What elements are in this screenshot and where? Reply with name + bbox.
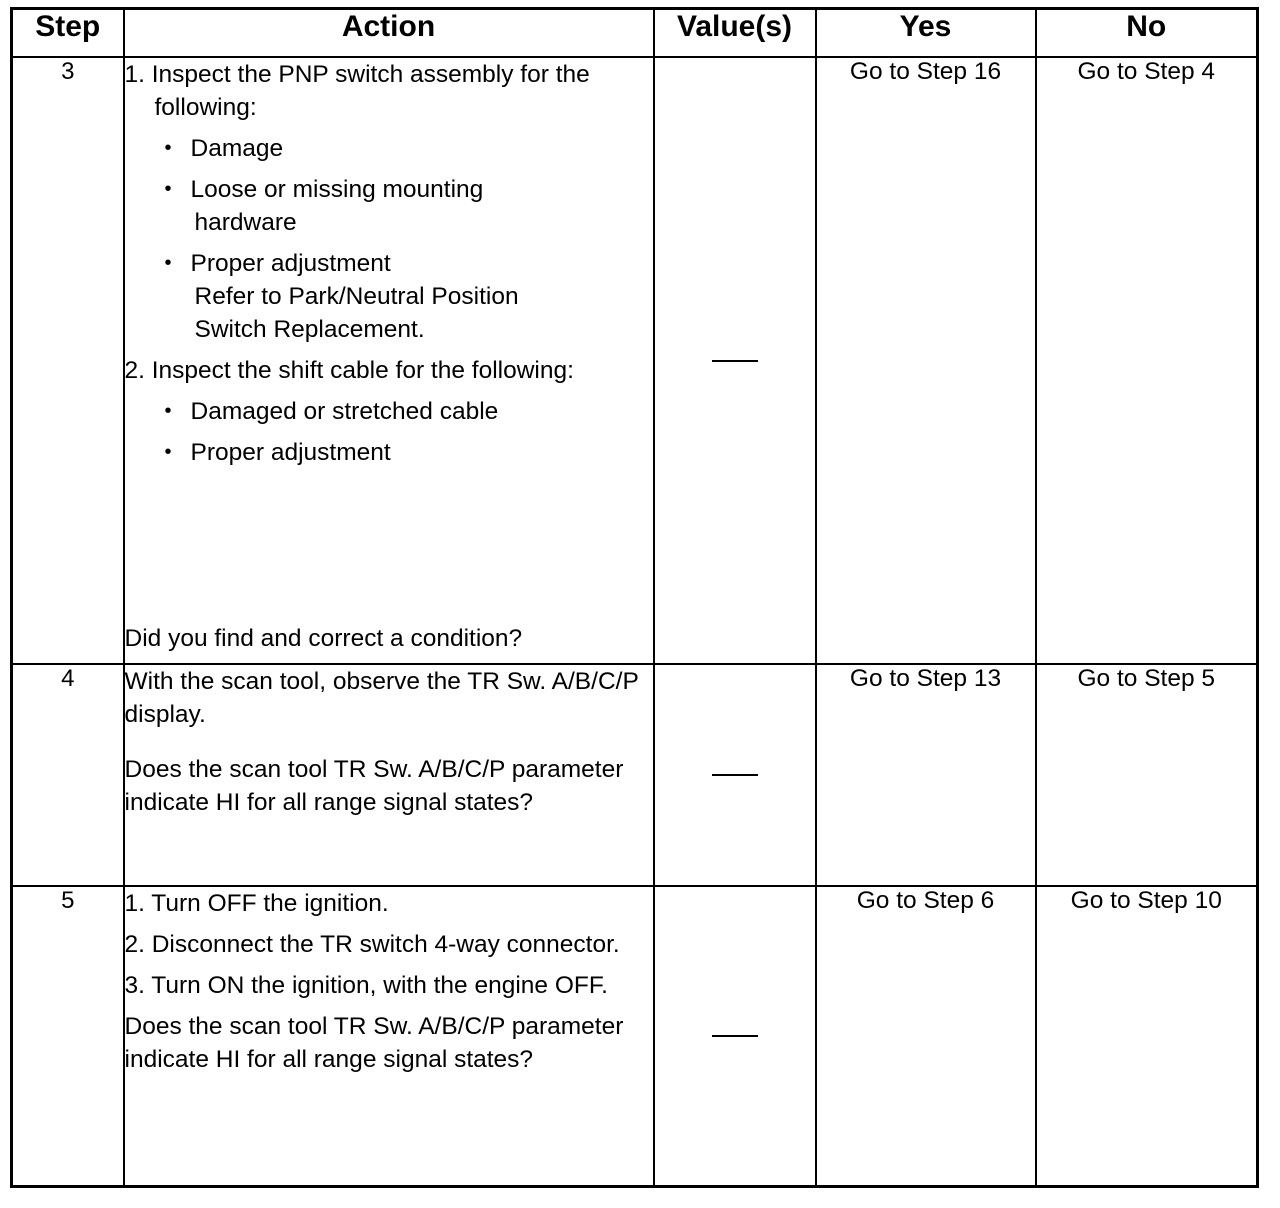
bullet-continuation: Switch Replacement. — [194, 316, 425, 343]
value-cell — [654, 664, 816, 886]
action-question: Does the scan tool TR Sw. A/B/C/P parameter indicate HI for all range signal states? — [124, 756, 624, 816]
yes-cell: Go to Step 6 — [816, 886, 1036, 1187]
step-number: 3 — [12, 57, 124, 664]
no-cell: Go to Step 5 — [1036, 664, 1258, 886]
action-cell — [124, 57, 654, 664]
bullet-continuation: hardware — [194, 209, 297, 236]
table-row-step-5 — [12, 886, 1258, 1187]
header-action: Action — [124, 9, 654, 58]
no-cell: Go to Step 4 — [1036, 57, 1258, 664]
bullet-text: • Proper adjustment — [190, 250, 391, 277]
action-intro: With the scan tool, observe the TR Sw. A/B/C/P display. — [124, 668, 639, 728]
dash-value — [712, 774, 758, 776]
action-bullet: • Damaged or stretched cable — [125, 395, 653, 428]
no-cell: Go to Step 10 — [1036, 886, 1258, 1187]
action-cell — [124, 886, 654, 1187]
header-no: No — [1036, 9, 1258, 58]
action-bullet: • Damage — [125, 132, 653, 165]
value-cell — [654, 886, 816, 1187]
table-row-step-4 — [12, 664, 1258, 886]
action-bullet: • Proper adjustment — [125, 436, 653, 469]
yes-cell: Go to Step 16 — [816, 57, 1036, 664]
action-cell — [124, 664, 654, 886]
bullet-text: • Loose or missing mounting — [190, 176, 484, 203]
action-item: 2. Disconnect the TR switch 4-way connector. — [124, 931, 620, 958]
action-item: 1. Turn OFF the ignition. — [124, 890, 389, 917]
action-bullet — [125, 247, 653, 346]
header-yes: Yes — [816, 9, 1036, 58]
bullet-continuation: Refer to Park/Neutral Position — [194, 283, 519, 310]
dash-value — [712, 360, 758, 362]
table-row-step-3 — [12, 57, 1258, 664]
step-number: 4 — [12, 664, 124, 886]
yes-cell: Go to Step 13 — [816, 664, 1036, 886]
header-step: Step — [12, 9, 124, 58]
action-question: Does the scan tool TR Sw. A/B/C/P parameter indicate HI for all range signal states? — [124, 1013, 624, 1073]
action-item: 1. Inspect the PNP switch assembly for the following: — [124, 61, 590, 121]
action-item: 3. Turn ON the ignition, with the engine OFF. — [124, 972, 608, 999]
header-values: Value(s) — [654, 9, 816, 58]
value-cell — [654, 57, 816, 664]
action-question: Did you find and correct a condition? — [124, 625, 523, 652]
diagnostic-table — [10, 7, 1259, 1188]
step-number: 5 — [12, 886, 124, 1187]
header-row — [12, 9, 1258, 58]
action-item: 2. Inspect the shift cable for the following: — [124, 357, 574, 384]
dash-value — [712, 1035, 758, 1037]
action-bullet — [125, 173, 653, 239]
